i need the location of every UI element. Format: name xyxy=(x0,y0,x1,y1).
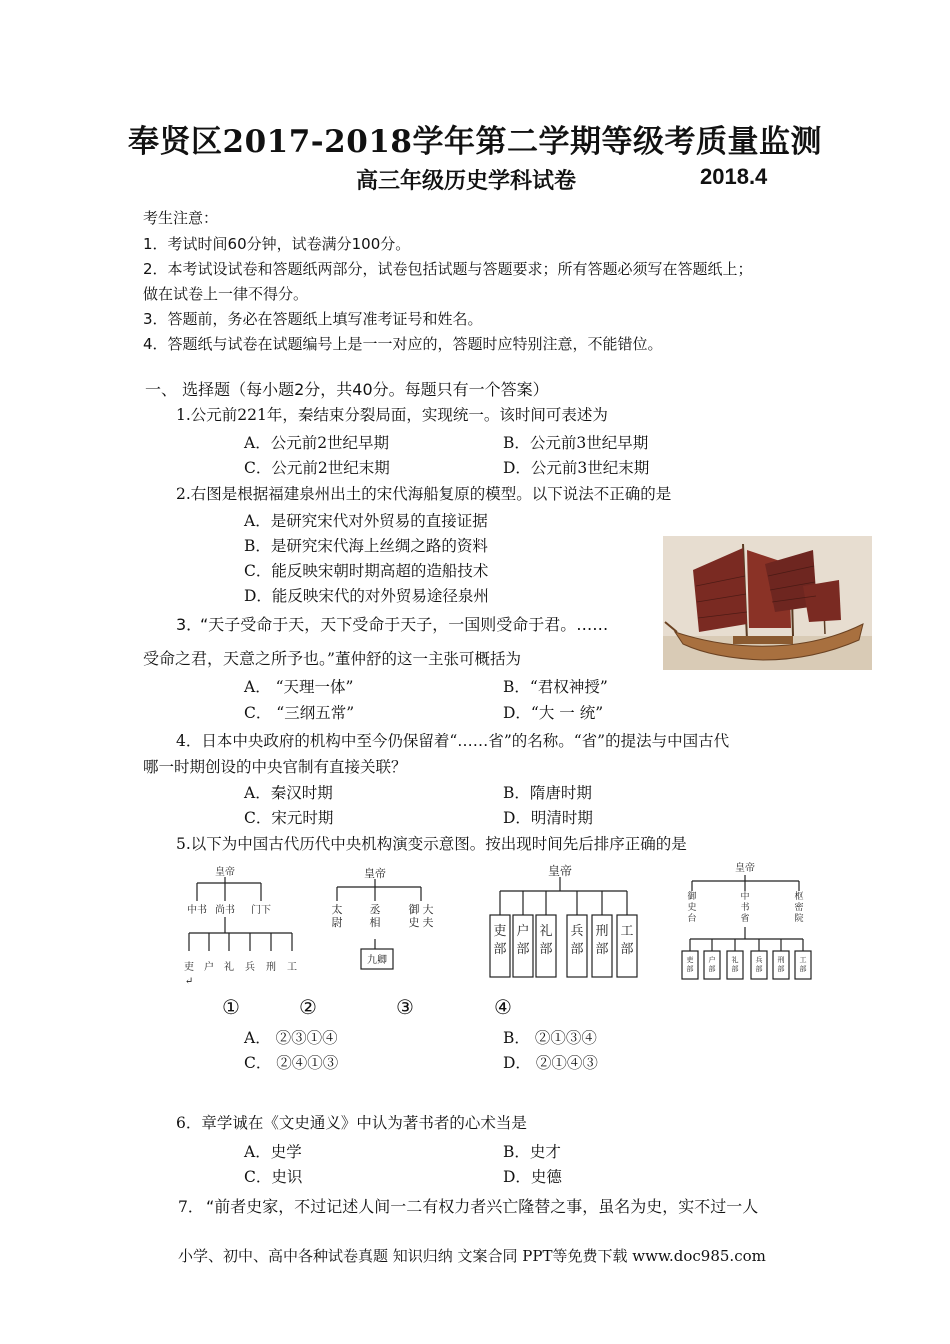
d4-mid-label: 御史台 xyxy=(687,892,697,924)
q5-option-a: A． ②③①④ xyxy=(244,1029,338,1047)
q2-option-a: A．是研究宋代对外贸易的直接证据 xyxy=(244,512,488,530)
d2-mid-label: 太尉 xyxy=(331,903,343,929)
question-6-stem: 6．章学诚在《文史通义》中认为著书者的心术当是 xyxy=(176,1114,527,1132)
q4-option-b: B．隋唐时期 xyxy=(503,784,592,802)
diagram-label-1: ① xyxy=(222,995,240,1019)
d3-ministry-label: 刑部 xyxy=(595,924,609,957)
d1-ministry-label: 礼 xyxy=(224,962,234,973)
section-heading: 一、 选择题（每小题2分，共40分。每题只有一个答案） xyxy=(145,380,549,399)
d4-ministry-label: 工部 xyxy=(799,956,807,973)
diagram-label-2: ② xyxy=(299,995,317,1019)
notice-item: 2．本考试设试卷和答题纸两部分，试卷包括试题与答题要求；所有答题必须写在答题纸上； xyxy=(143,260,753,278)
notice-item: 3．答题前，务必在答题纸上填写准考证号和姓名。 xyxy=(143,310,483,328)
q3-option-a: A． “天理一体” xyxy=(244,678,354,696)
d3-emperor: 皇帝 xyxy=(547,864,573,878)
q2-option-c: C．能反映宋朝时期高超的造船技术 xyxy=(244,562,489,580)
d1-emperor: 皇帝 xyxy=(215,867,235,878)
question-1-stem: 1.公元前221年，秦结束分裂局面，实现统一。该时间可表述为 xyxy=(176,406,608,424)
notice-item: 4．答题纸与试卷在试题编号上是一一对应的，答题时应特别注意，不能错位。 xyxy=(143,335,663,353)
q6-option-d: D．史德 xyxy=(503,1168,562,1186)
d3-ministry-label: 吏部 xyxy=(493,924,507,957)
d1-ministry-label: 工 xyxy=(287,962,297,973)
q5-option-c: C． ②④①③ xyxy=(244,1054,339,1072)
q4-option-a: A．秦汉时期 xyxy=(244,784,333,802)
q2-option-b: B．是研究宋代海上丝绸之路的资料 xyxy=(244,537,488,555)
d1-mid-label: 中书 xyxy=(187,905,207,916)
notice-heading: 考生注意： xyxy=(143,209,219,227)
q6-option-c: C．史识 xyxy=(244,1168,303,1186)
d4-ministry-label: 吏部 xyxy=(686,956,694,973)
d4-ministry-label: 刑部 xyxy=(777,956,785,973)
diagram-label-4: ④ xyxy=(494,995,512,1019)
d1-ministry-label: 兵 xyxy=(245,962,255,973)
q5-option-d: D． ②①④③ xyxy=(503,1054,598,1072)
question-3-number: 3． xyxy=(176,615,203,634)
d2-nine-ministers: 九卿 xyxy=(367,955,387,966)
question-4-line2: 哪一时期创设的中央官制有直接关联？ xyxy=(143,758,407,776)
d4-mid-label: 中书省 xyxy=(740,892,750,924)
d1-ministry-label: 刑 xyxy=(266,962,276,973)
d4-mid-label: 枢密院 xyxy=(794,892,804,924)
d3-ministry-label: 礼部 xyxy=(539,924,553,957)
q4-option-c: C．宋元时期 xyxy=(244,809,334,827)
d1-ministry-label: 吏 xyxy=(184,962,194,973)
diagram-label-3: ③ xyxy=(396,995,414,1019)
q2-option-d: D．能反映宋代的对外贸易途径泉州 xyxy=(244,587,489,605)
question-3-quote: 受命之君，天意之所予也。 xyxy=(143,649,328,668)
exam-date: 2018.4 xyxy=(700,164,768,189)
q1-option-b: B．公元前3世纪早期 xyxy=(503,434,649,452)
d1-return-mark: ↵ xyxy=(184,976,194,987)
d1-mid-label: 门下 xyxy=(251,905,271,916)
notice-item: 1．考试时间60分钟，试卷满分100分。 xyxy=(143,235,411,253)
d4-emperor: 皇帝 xyxy=(735,863,755,874)
q3-option-d: D．“大 一 统” xyxy=(503,704,604,722)
notice-item: 做在试卷上一律不得分。 xyxy=(143,285,309,303)
q6-option-a: A．史学 xyxy=(244,1143,302,1161)
d3-ministry-label: 工部 xyxy=(620,924,634,957)
exam-title: 奉贤区2017-2018学年第二学期等级考质量监测 xyxy=(128,124,822,160)
q3-option-c: C． “三纲五常” xyxy=(244,704,355,722)
q4-line1-post: ”的名称。“省”的提法与中国古代 xyxy=(503,732,730,750)
q1-option-a: A．公元前2世纪早期 xyxy=(244,434,390,452)
q1-option-d: D．公元前3世纪末期 xyxy=(503,459,650,477)
d4-ministry-label: 户部 xyxy=(708,956,716,973)
d2-emperor: 皇帝 xyxy=(364,867,386,880)
question-4-line1 xyxy=(176,729,729,751)
q3-option-b: B．“君权神授” xyxy=(503,678,608,696)
q4-option-d: D．明清时期 xyxy=(503,809,593,827)
q6-option-b: B．史才 xyxy=(503,1143,561,1161)
d2-mid-label: 丞相 xyxy=(369,903,381,929)
d1-mid-label: 尚书 xyxy=(215,905,235,916)
q4-line1-mid: ……省 xyxy=(457,732,504,750)
d3-ministry-label: 户部 xyxy=(516,924,530,957)
d3-ministry-label: 兵部 xyxy=(570,924,584,957)
d4-ministry-label: 礼部 xyxy=(731,956,739,973)
central-institution-diagrams xyxy=(175,855,825,990)
question-7-number: 7． xyxy=(178,1198,204,1216)
footer-text: 小学、初中、高中各种试卷真题 知识归纳 文案合同 PPT等免费下载 www.doc985.com xyxy=(178,1247,766,1265)
question-3-stem-line1: “天子受命于天，天下受命于天子，一国则受命于君。…… xyxy=(200,615,609,634)
q1-option-c: C．公元前2世纪末期 xyxy=(244,459,390,477)
exam-subtitle: 高三年级历史学科试卷 xyxy=(356,168,577,194)
d4-ministry-label: 兵部 xyxy=(755,956,763,973)
question-2-stem: 2.右图是根据福建泉州出土的宋代海船复原的模型。以下说法不正确的是 xyxy=(176,485,672,503)
q5-option-b: B． ②①③④ xyxy=(503,1029,597,1047)
song-ship-model-photo xyxy=(663,536,872,670)
question-3-rest: ”董仲舒的这一主张可概括为 xyxy=(327,650,521,668)
question-7-stem: “前者史家，不过记述人间一二有权力者兴亡隆替之事，虽名为史，实不过一人 xyxy=(206,1197,759,1216)
d2-mid-label: 御史大夫 xyxy=(408,903,434,929)
q4-line1-pre: 4．日本中央政府的机构中至今仍保留着“ xyxy=(176,732,458,750)
question-5-stem: 5.以下为中国古代历代中央机构演变示意图。按出现时间先后排序正确的是 xyxy=(176,835,687,853)
d1-ministry-label: 户 xyxy=(204,962,214,973)
question-3-stem-line2 xyxy=(143,646,521,669)
